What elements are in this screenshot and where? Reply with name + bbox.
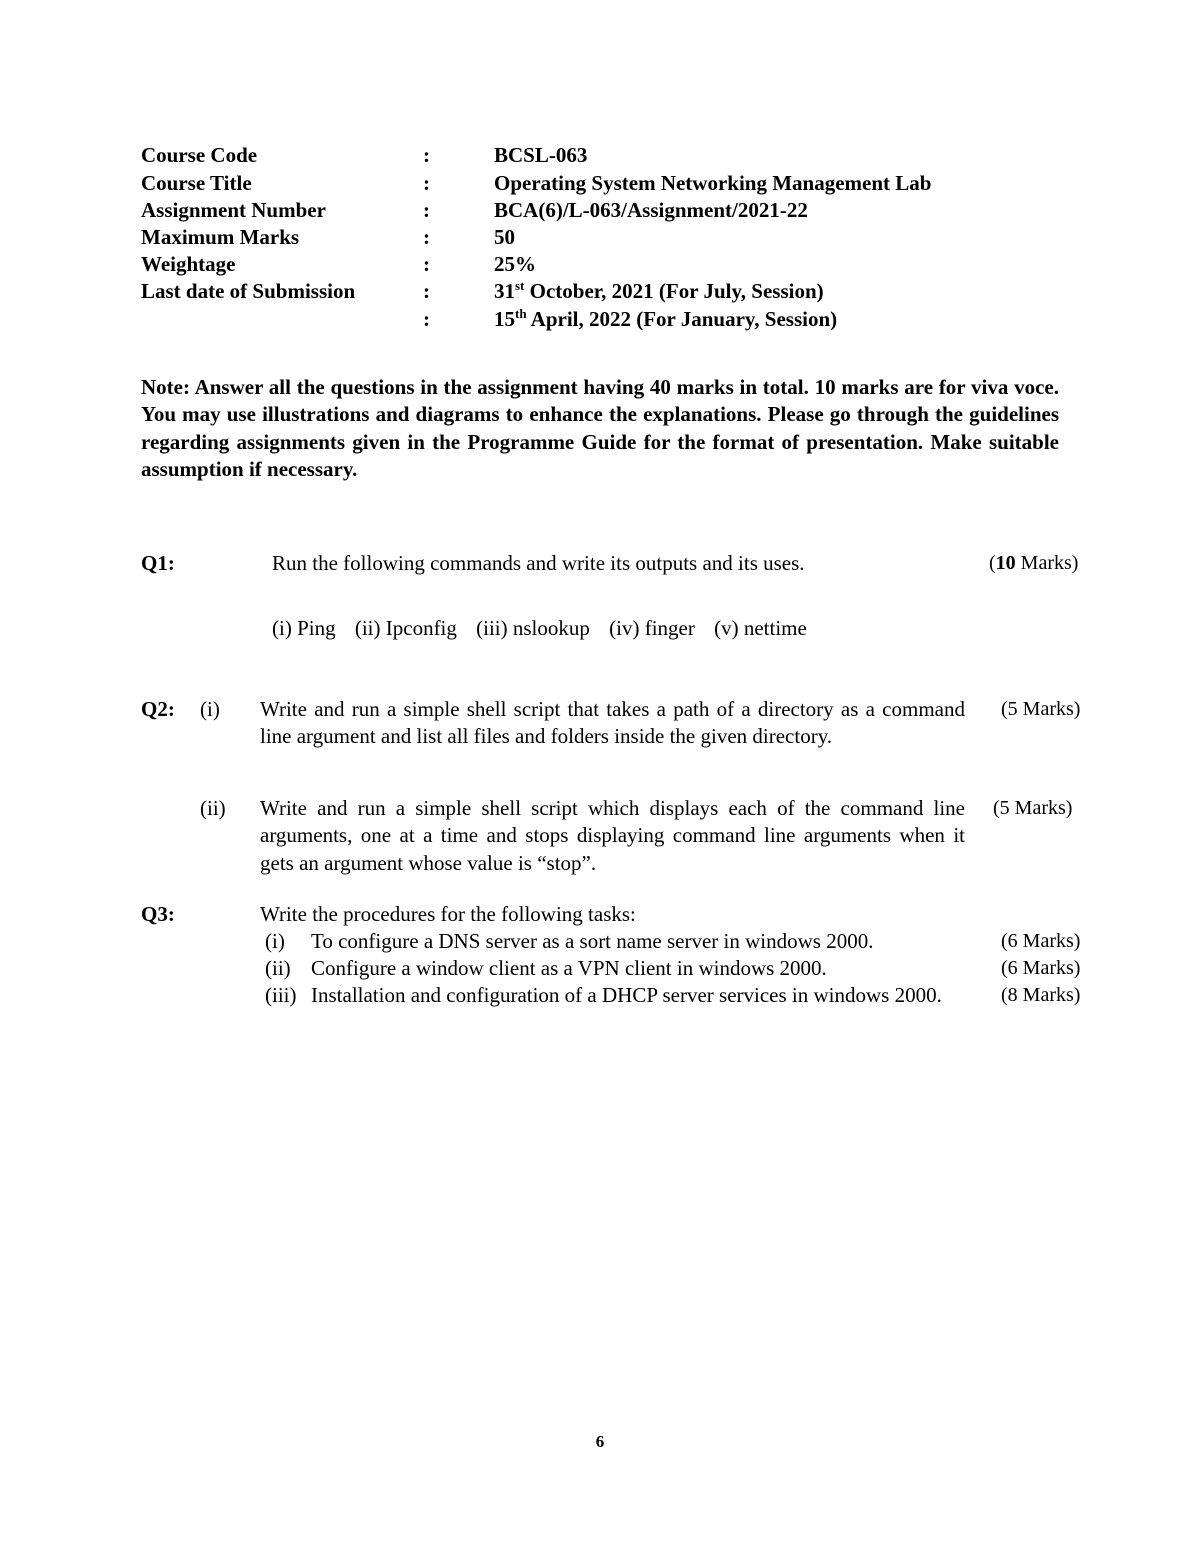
q1-label: Q1:	[141, 551, 175, 575]
q1-text: Run the following commands and write its outputs and its uses.	[272, 551, 805, 575]
command-item: (v) nettime	[714, 616, 807, 640]
task-number: (i)	[265, 929, 285, 953]
task-marks: (6 Marks)	[1001, 930, 1081, 952]
header-colon: :	[423, 143, 430, 167]
header-colon: :	[423, 307, 430, 331]
command-item: (iv) finger	[609, 616, 695, 640]
header-label: Maximum Marks	[141, 225, 300, 249]
command-item: (i) Ping	[272, 616, 336, 640]
header-value: Operating System Networking Management Lab	[494, 171, 932, 195]
header-colon: :	[423, 171, 430, 195]
q3-intro: Write the procedures for the following tasks:	[260, 902, 636, 926]
task-marks: (8 Marks)	[1001, 984, 1081, 1006]
header-colon: :	[423, 225, 430, 249]
header-row-maximum-marks	[141, 223, 1041, 251]
q2-part-number: (ii)	[200, 796, 226, 820]
q1-command-list	[272, 615, 821, 642]
header-value: 50	[494, 225, 515, 249]
header-colon: :	[423, 252, 430, 276]
header-row-submission-2	[141, 305, 1041, 333]
command-item: (iii) nslookup	[476, 616, 590, 640]
header-colon: :	[423, 198, 430, 222]
task-text: Installation and configuration of a DHCP server services in windows 2000.	[311, 983, 942, 1007]
submission-date-january: 15th April, 2022 (For January, Session)	[494, 306, 838, 331]
q2-part-text: Write and run a simple shell script which displays each of the command line arguments, one at a time and stops displaying command line arguments when it gets an argument whose value is “stop”.	[260, 796, 965, 875]
q2-part-marks: (5 Marks)	[993, 797, 1073, 819]
command-item: (ii) Ipconfig	[354, 616, 457, 640]
header-colon: :	[423, 279, 430, 303]
q2-part-number: (i)	[200, 697, 220, 721]
task-text: To configure a DNS server as a sort name server in windows 2000.	[311, 929, 874, 953]
header-label: Weightage	[141, 252, 236, 276]
header-row-course-title	[141, 169, 1041, 197]
q3-label: Q3:	[141, 902, 175, 926]
task-number: (ii)	[265, 956, 291, 980]
page-number: 6	[595, 1432, 605, 1451]
task-number: (iii)	[265, 983, 297, 1007]
header-row-submission	[141, 277, 1041, 305]
submission-date-july: 31st October, 2021 (For July, Session)	[494, 278, 824, 303]
assignment-note: Note: Answer all the questions in the assignment having 40 marks in total. 10 marks are for viva voce. You may use illustrations and diagrams to enhance the explanations. Please go through the guidelines regarding assignments given in the Programme Guide for the format of presentation. Make suitable assumption if necessary.	[141, 375, 1059, 481]
q2-label: Q2:	[141, 697, 175, 721]
header-row-assignment-number	[141, 196, 1041, 224]
header-value: BCA(6)/L-063/Assignment/2021-22	[494, 198, 808, 222]
header-label: Assignment Number	[141, 198, 326, 222]
header-row-course-code	[141, 141, 1041, 169]
header-value: 25%	[494, 252, 536, 276]
header-value: BCSL-063	[494, 143, 588, 167]
q1-marks: (10 Marks)	[989, 552, 1079, 574]
q2-part-text: Write and run a simple shell script that takes a path of a directory as a command line argument and list all files and folders inside the given directory.	[260, 697, 965, 749]
header-label: Course Title	[141, 171, 252, 195]
header-row-weightage	[141, 250, 1041, 278]
q2-part-marks: (5 Marks)	[1001, 698, 1081, 720]
task-text: Configure a window client as a VPN client in windows 2000.	[311, 956, 827, 980]
header-label: Last date of Submission	[141, 279, 356, 303]
header-label: Course Code	[141, 143, 258, 167]
task-marks: (6 Marks)	[1001, 957, 1081, 979]
